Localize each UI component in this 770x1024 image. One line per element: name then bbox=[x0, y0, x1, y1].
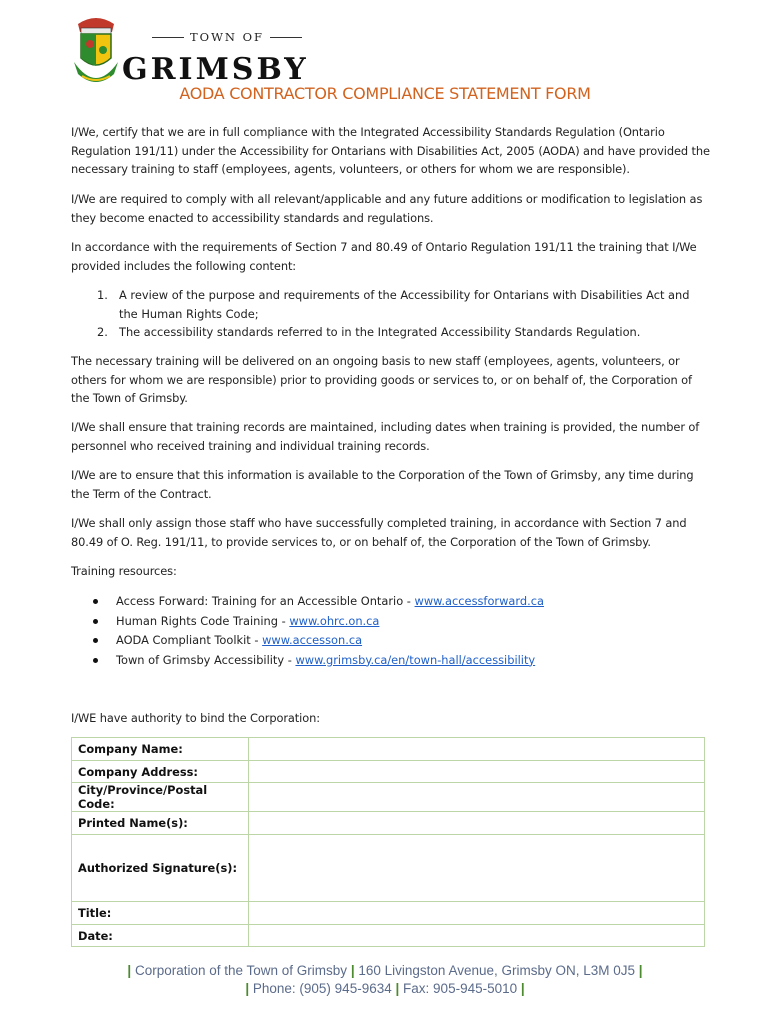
footer-separator: | bbox=[395, 981, 400, 996]
company-address-label: Company Address: bbox=[72, 760, 249, 783]
training-resources-list bbox=[71, 592, 711, 670]
footer-separator: | bbox=[127, 963, 132, 978]
company-info-table bbox=[71, 737, 705, 947]
list-text: The accessibility standards referred to in the Integrated Accessibility Standards Regulation. bbox=[119, 325, 641, 339]
bullet-icon bbox=[93, 599, 98, 604]
signature-label: Authorized Signature(s): bbox=[72, 835, 249, 902]
authority-statement: I/WE have authority to bind the Corporation: bbox=[71, 711, 320, 725]
training-content-list bbox=[71, 286, 711, 342]
footer-address: 160 Livingston Avenue, Grimsby ON, L3M 0J5 bbox=[358, 963, 636, 978]
crest-icon bbox=[72, 14, 120, 88]
title-label: Title: bbox=[72, 902, 249, 925]
paragraph-comply: I/We are required to comply with all relevant/applicable and any future additions or modification to legislation as they become enacted to accessibility standards and regulations. bbox=[71, 192, 703, 225]
logo-town-of: TOWN OF bbox=[152, 30, 302, 44]
company-name-field[interactable] bbox=[249, 738, 705, 761]
paragraph-staff-assignment: I/We shall only assign those staff who have successfully completed training, in accordance with Section 7 and 80.49 of O. Reg. 191/11, to provide services to, or on behalf of, the Corporation of the Town of Grimsby. bbox=[71, 516, 687, 549]
resource-text: Town of Grimsby Accessibility - bbox=[116, 652, 296, 667]
resource-text: Access Forward: Training for an Accessible Ontario - bbox=[116, 594, 415, 608]
resource-text: Human Rights Code Training - bbox=[116, 613, 290, 628]
printed-names-field[interactable] bbox=[249, 812, 705, 835]
paragraph-records: I/We shall ensure that training records are maintained, including dates when training is provided, the number of personnel who received training and individual training records. bbox=[71, 420, 700, 453]
bullet-icon bbox=[93, 658, 98, 663]
paragraph-availability: I/We are to ensure that this information is available to the Corporation of the Town of Grimsby, any time during the Term of the Contract. bbox=[71, 468, 694, 501]
date-label: Date: bbox=[72, 924, 249, 947]
list-item bbox=[71, 323, 711, 342]
paragraph-certify: I/We, certify that we are in full compliance with the Integrated Accessibility Standards Regulation (Ontario Regulation 191/11) under the Accessibility for Ontarians with Disabilities Act, 2005 (AODA) and have provided the necessary training to staff (employees, agents, volunteers, or others for whom we are responsible). bbox=[71, 125, 710, 176]
city-province-postal-label: City/Province/Postal Code: bbox=[72, 783, 249, 812]
training-resources-heading: Training resources: bbox=[71, 564, 177, 578]
paragraph-training-delivery: The necessary training will be delivered on an ongoing basis to new staff (employees, agents, volunteers, or others for whom we are responsible) prior to providing goods or services to, or on behalf of, the Corporation of the Town of Grimsby. bbox=[71, 354, 692, 405]
accesson-link[interactable]: www.accesson.ca bbox=[262, 633, 363, 647]
list-item bbox=[71, 612, 711, 632]
bullet-icon bbox=[93, 638, 98, 643]
list-item bbox=[71, 286, 711, 323]
list-number: 1. bbox=[97, 288, 108, 302]
footer-phone: Phone: (905) 945-9634 bbox=[252, 981, 392, 996]
resource-text: AODA Compliant Toolkit - bbox=[116, 633, 263, 647]
footer-line-2 bbox=[0, 980, 770, 998]
footer-separator: | bbox=[520, 981, 525, 996]
city-province-postal-field[interactable] bbox=[249, 783, 705, 812]
logo-wordmark: GRIMSBY bbox=[122, 52, 309, 87]
paragraph-requirements: In accordance with the requirements of Section 7 and 80.49 of Ontario Regulation 191/11 the training that I/We provided includes the following content: bbox=[71, 240, 697, 273]
ohrc-link[interactable]: www.ohrc.on.ca bbox=[289, 613, 380, 628]
footer-corporation: Corporation of the Town of Grimsby bbox=[134, 963, 348, 978]
company-name-label: Company Name: bbox=[72, 738, 249, 761]
list-item bbox=[71, 631, 711, 651]
list-text: A review of the purpose and requirements of the Accessibility for Ontarians with Disabilities Act and the Human Rights Code; bbox=[119, 288, 690, 321]
footer-separator: | bbox=[350, 963, 355, 978]
footer-fax: Fax: 905-945-5010 bbox=[403, 981, 518, 996]
footer-line-1 bbox=[0, 962, 770, 980]
date-field[interactable] bbox=[249, 924, 705, 947]
form-title: AODA CONTRACTOR COMPLIANCE STATEMENT FORM bbox=[179, 84, 591, 103]
company-address-field[interactable] bbox=[249, 760, 705, 783]
grimsby-accessibility-link[interactable]: www.grimsby.ca/en/town-hall/accessibility bbox=[295, 652, 536, 667]
footer-separator: | bbox=[245, 981, 250, 996]
list-item bbox=[71, 592, 711, 612]
footer-separator: | bbox=[638, 963, 643, 978]
bullet-icon bbox=[93, 619, 98, 624]
accessforward-link[interactable]: www.accessforward.ca bbox=[414, 594, 544, 608]
town-logo bbox=[72, 14, 309, 88]
footer bbox=[0, 962, 770, 998]
list-number: 2. bbox=[97, 325, 108, 339]
signature-field[interactable] bbox=[249, 835, 705, 902]
title-field[interactable] bbox=[249, 902, 705, 925]
list-item bbox=[71, 651, 711, 671]
printed-names-label: Printed Name(s): bbox=[72, 812, 249, 835]
